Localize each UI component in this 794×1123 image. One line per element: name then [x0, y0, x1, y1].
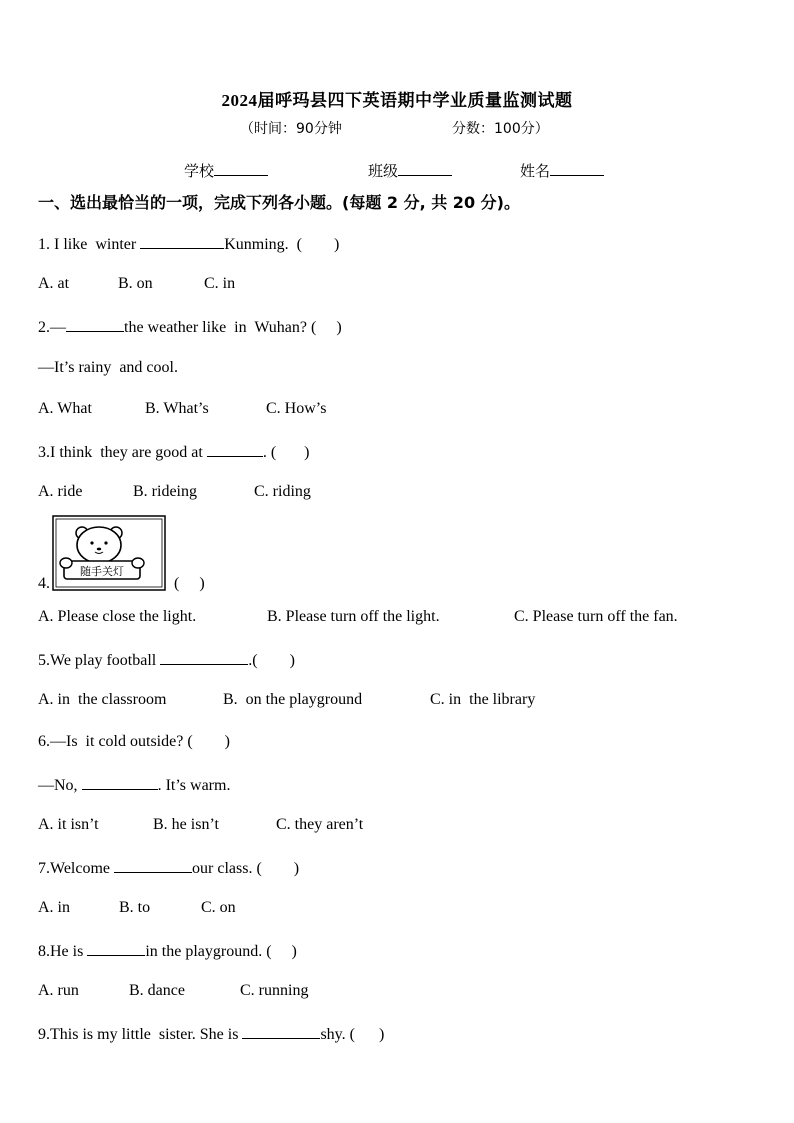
school-field[interactable]: [184, 160, 268, 181]
q6-blank[interactable]: [82, 774, 158, 790]
question-1: [38, 233, 339, 255]
question-6: 6.—Is it cold outside? ( ): [38, 733, 230, 750]
q9-blank[interactable]: [242, 1023, 320, 1039]
q6-reply-end: . It’s warm.: [157, 777, 231, 794]
q1-stem: 1. I like winter: [38, 236, 141, 253]
q2-option-b[interactable]: B. What’s: [145, 400, 209, 417]
school-blank[interactable]: [214, 161, 268, 176]
q6-options: [38, 815, 738, 835]
school-label: 学校: [184, 162, 215, 180]
name-field[interactable]: [520, 160, 604, 181]
q5-option-c[interactable]: C. in the library: [430, 691, 536, 708]
q7-option-c[interactable]: C. on: [201, 899, 236, 916]
class-blank[interactable]: [398, 161, 452, 176]
exam-subtitle: [240, 118, 549, 138]
q5-stem-end: .( ): [248, 652, 295, 669]
q7-options: [38, 898, 738, 918]
q3-blank[interactable]: [207, 441, 263, 457]
q7-stem: 7.Welcome: [38, 860, 115, 877]
question-3: [38, 441, 310, 463]
q5-option-a[interactable]: A. in the classroom: [38, 691, 167, 708]
q8-blank[interactable]: [87, 940, 145, 956]
q5-option-b[interactable]: B. on the playground: [223, 691, 363, 708]
q7-option-a[interactable]: A. in: [38, 899, 70, 916]
q5-options: [38, 690, 738, 710]
q6-option-b[interactable]: B. he isn’t: [153, 816, 219, 833]
q7-option-b[interactable]: B. to: [119, 899, 151, 916]
name-blank[interactable]: [550, 161, 604, 176]
q8-stem-end: in the playground. ( ): [145, 943, 297, 960]
q3-option-c[interactable]: C. riding: [254, 483, 311, 500]
q8-stem: 8.He is: [38, 943, 88, 960]
q1-option-c[interactable]: C. in: [204, 275, 236, 292]
q3-stem: 3.I think they are good at: [38, 444, 207, 461]
q3-options: [38, 482, 738, 502]
q1-options: [38, 274, 738, 294]
q8-option-a[interactable]: A. run: [38, 982, 79, 999]
q2-options: [38, 399, 738, 419]
name-label: 姓名: [520, 162, 551, 180]
q4-option-a[interactable]: A. Please close the light.: [38, 608, 197, 625]
sign-text: 随手关灯: [80, 565, 124, 578]
page-title: 2024届呼玛县四下英语期中学业质量监测试题: [221, 91, 573, 110]
q6-option-c[interactable]: C. they aren’t: [276, 816, 364, 833]
q7-blank[interactable]: [114, 857, 192, 873]
q9-stem: 9.This is my little sister. She is: [38, 1026, 243, 1043]
question-5: [38, 649, 295, 671]
q3-option-a[interactable]: A. ride: [38, 483, 83, 500]
q4-answer-paren[interactable]: ( ): [174, 575, 205, 592]
q1-option-b[interactable]: B. on: [118, 275, 153, 292]
q1-option-a[interactable]: A. at: [38, 275, 70, 292]
q3-stem-end: . ( ): [262, 444, 310, 461]
q6-reply: [38, 774, 230, 796]
q7-stem-end: our class. ( ): [192, 860, 300, 877]
q5-stem: 5.We play football: [38, 652, 161, 669]
q2-option-c[interactable]: C. How’s: [266, 400, 327, 417]
question-7: [38, 857, 299, 879]
q2-stem: 2.—: [38, 319, 66, 336]
q4-option-c[interactable]: C. Please turn off the fan.: [514, 608, 678, 625]
class-label: 班级: [368, 162, 399, 180]
q4-options: [38, 607, 738, 627]
q5-blank[interactable]: [160, 649, 248, 665]
time-limit: （时间：90分钟: [240, 121, 342, 137]
class-field[interactable]: [368, 160, 452, 181]
question-2: [38, 316, 342, 338]
q8-options: [38, 981, 738, 1001]
q4-option-b[interactable]: B. Please turn off the light.: [267, 608, 440, 625]
q2-blank[interactable]: [66, 316, 124, 332]
q8-option-c[interactable]: C. running: [240, 982, 309, 999]
question-8: [38, 940, 297, 962]
q2-option-a[interactable]: A. What: [38, 400, 92, 417]
q1-stem-end: Kunming. ( ): [224, 236, 340, 253]
total-score: 分数：100分）: [452, 121, 549, 137]
q8-option-b[interactable]: B. dance: [129, 982, 185, 999]
q9-stem-end: shy. ( ): [320, 1026, 385, 1043]
question-4: [38, 574, 738, 594]
section-heading: 一、选出最恰当的一项，完成下列各小题。(每题 2 分, 共 20 分)。: [38, 193, 520, 212]
q4-number: 4.: [38, 575, 50, 592]
q6-reply-start: —No,: [38, 777, 82, 794]
q6-option-a[interactable]: A. it isn’t: [38, 816, 99, 833]
q3-option-b[interactable]: B. rideing: [133, 483, 197, 500]
q1-blank[interactable]: [140, 233, 224, 249]
q2-reply: —It’s rainy and cool.: [38, 359, 178, 376]
question-9: [38, 1023, 384, 1045]
q2-stem-end: the weather like in Wuhan? ( ): [124, 319, 342, 336]
